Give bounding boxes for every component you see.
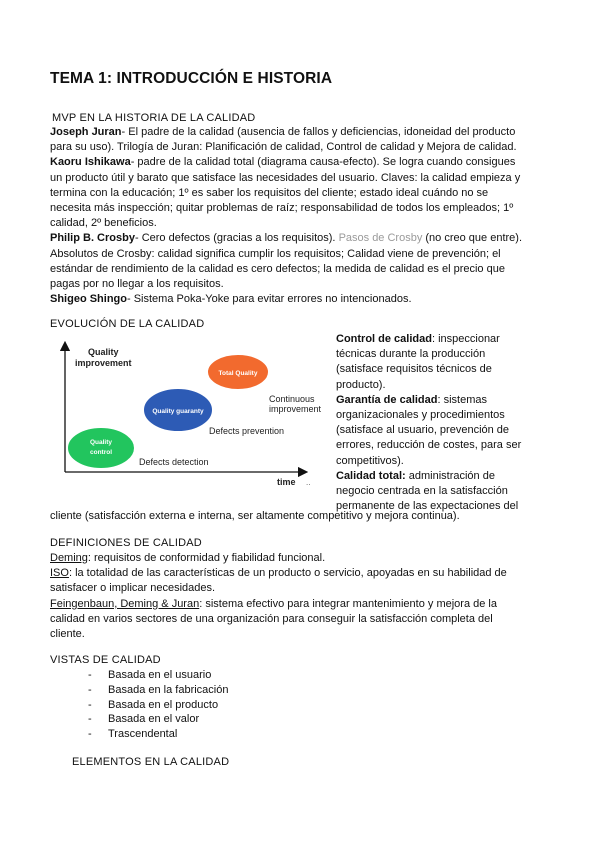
garantia-calidad-paragraph xyxy=(336,393,532,469)
list-item-text: Basada en el valor xyxy=(108,713,200,726)
iso-definition xyxy=(50,566,522,596)
garantia-calidad-title: Garantía de calidad xyxy=(336,393,438,406)
control-calidad-title: Control de calidad xyxy=(336,333,432,345)
vistas-heading: VISTAS DE CALIDAD xyxy=(50,654,161,666)
crosby-paragraph xyxy=(50,231,530,292)
calidad-total-title: Calidad total: xyxy=(336,469,406,482)
shingo-paragraph xyxy=(50,292,530,307)
defects-detection-caption: Defects detection xyxy=(139,457,209,467)
vistas-list xyxy=(88,668,228,742)
evolution-definitions xyxy=(336,332,532,514)
x-axis-label-suffix: .. xyxy=(306,478,311,487)
deming-definition xyxy=(50,551,522,566)
definiciones-section xyxy=(50,551,522,642)
feigenbaum-definition xyxy=(50,597,522,643)
elementos-heading: ELEMENTOS EN LA CALIDAD xyxy=(72,756,230,768)
juran-paragraph xyxy=(50,125,530,155)
ishikawa-text: - padre de la calidad total (diagrama causa-efecto). Se logra cuando consigues un producto útil y barato que satisface las necesidades del usuario. Claves: la calidad empieza y termina con la educación; 1º es saber los requisitos del cliente; estado ideal cuándo no se necesita más inspección; quitar problemas de raíz; responsabilidad de todos los empleados; 1º calidad, 2º beneficios. xyxy=(50,156,521,230)
deming-name: Deming xyxy=(50,552,88,564)
quality-control-label-2: control xyxy=(89,449,113,456)
garantia-calidad-text: : sistemas organizacionales y procedimientos (satisface al usuario, prevención de errores, reducción de costes, para ser competitivos). xyxy=(336,393,522,467)
list-item: - Trascendental xyxy=(88,728,178,741)
list-item-text: Basada en el producto xyxy=(108,698,219,711)
quality-control-label-1: Quality xyxy=(89,439,113,446)
defects-prevention-caption: Defects prevention xyxy=(209,426,285,436)
list-item: - Basada en el valor xyxy=(88,713,200,726)
quality-control-ellipse xyxy=(67,427,135,469)
feigenbaum-name: Feingenbaun, Deming & Juran xyxy=(50,597,200,610)
quality-guaranty-label: Quality guaranty xyxy=(152,408,204,415)
crosby-text: - Cero defectos (gracias a los requisitos). xyxy=(134,232,339,245)
quality-evolution-diagram xyxy=(55,340,330,492)
deming-text: : requisitos de conformidad y fiabilidad funcional. xyxy=(87,552,326,564)
juran-name: Joseph Juran xyxy=(50,126,122,138)
calidad-total-continuation: cliente (satisfacción externa e interna, ser altamente competitivo y mejora continua). xyxy=(50,510,460,522)
list-item-text: Basada en la fabricación xyxy=(108,683,229,696)
mvp-section xyxy=(50,125,530,307)
shingo-name: Shigeo Shingo xyxy=(50,293,127,306)
crosby-name: Philip B. Crosby xyxy=(50,232,135,245)
list-item-text: Basada en el usuario xyxy=(108,669,212,681)
continuous-caption-1: Continuous xyxy=(269,394,315,404)
evolucion-heading: EVOLUCIÓN DE LA CALIDAD xyxy=(50,318,205,330)
iso-text: : la totalidad de las características de un producto o servicio, apoyadas en su habilidad de satisfacer o implicar necesidades. xyxy=(50,567,507,595)
page-title: TEMA 1: INTRODUCCIÓN E HISTORIA xyxy=(50,70,333,87)
list-item: - Basada en el usuario xyxy=(88,669,212,681)
list-item-text: Trascendental xyxy=(108,728,178,741)
continuous-caption-2: improvement xyxy=(269,404,322,414)
control-calidad-text: : inspeccionar técnicas durante la producción (satisface requisitos técnicos de producto). xyxy=(336,333,500,391)
ishikawa-paragraph xyxy=(50,155,530,231)
list-item: - Basada en la fabricación xyxy=(88,683,229,696)
crosby-absolutes: (no creo que entre). Absolutos de Crosby: calidad significa cumplir los requisitos; Calidad viene de prevención; el estándar de rendimiento de la calidad es cero defectos; la medida de calidad es el precio que pagas por no llegar a los requisitos. xyxy=(50,232,522,291)
ishikawa-name: Kaoru Ishikawa xyxy=(50,156,131,169)
calidad-total-text: administración de negocio centrada en la satisfacción permanente de las expectaciones del xyxy=(336,469,519,513)
iso-name: ISO xyxy=(50,567,69,580)
y-axis-label-line2: improvement xyxy=(75,358,132,368)
total-quality-label: Total Quality xyxy=(218,370,258,377)
x-axis-label: time xyxy=(277,477,296,487)
mvp-heading: MVP EN LA HISTORIA DE LA CALIDAD xyxy=(52,112,256,124)
definiciones-heading: DEFINICIONES DE CALIDAD xyxy=(50,537,202,549)
y-axis-label-line1: Quality xyxy=(88,347,119,357)
feigenbaum-text: : sistema efectivo para integrar mantenimiento y mejora de la calidad en varios sectores de una organización para conseguir la satisfacción completa del cliente. xyxy=(50,597,497,641)
crosby-steps-note: Pasos de Crosby xyxy=(338,232,423,245)
list-item: - Basada en el producto xyxy=(88,698,219,711)
control-calidad-paragraph xyxy=(336,332,532,393)
shingo-text: - Sistema Poka-Yoke para evitar errores no intencionados. xyxy=(127,293,412,306)
calidad-total-paragraph xyxy=(336,469,532,515)
juran-text: - El padre de la calidad (ausencia de fallos y deficiencias, idoneidad del producto para su uso). Trilogía de Juran: Planificación de calidad, Control de calidad y Mejora de calidad. xyxy=(50,126,517,154)
